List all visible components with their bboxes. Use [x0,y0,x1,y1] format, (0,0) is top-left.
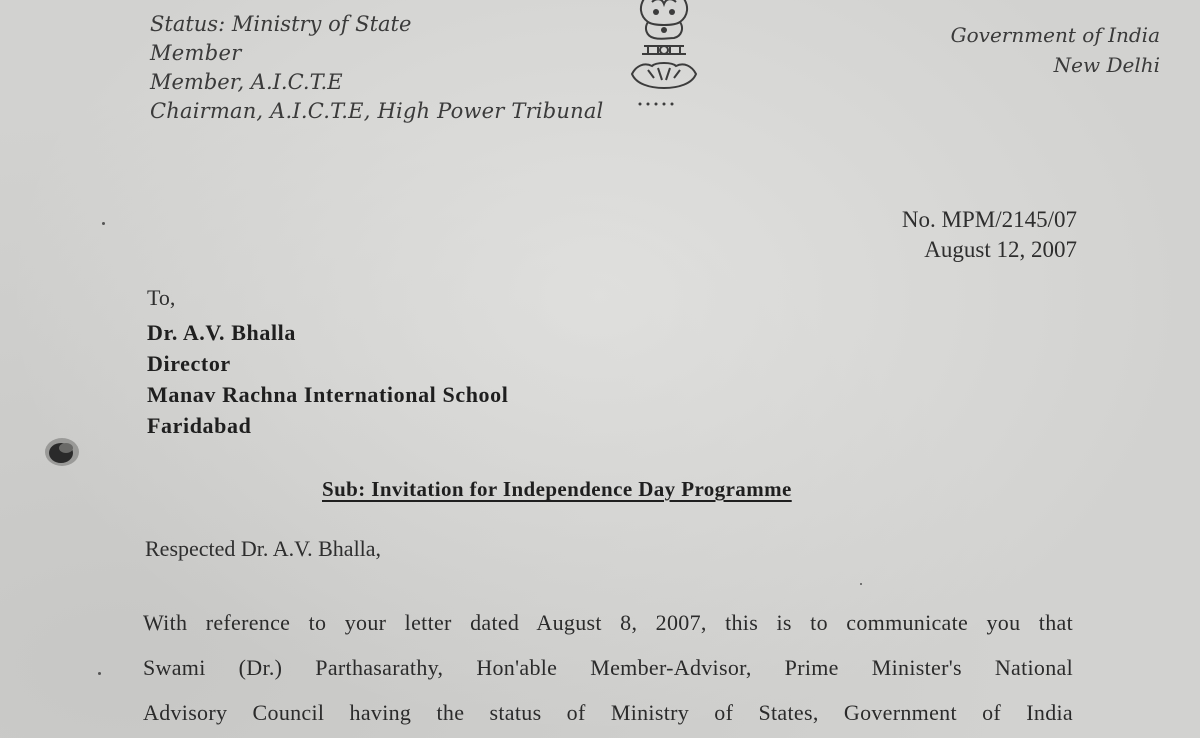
punch-hole-icon [42,434,86,470]
to-label: To, [147,285,176,310]
recipient-organization: Manav Rachna International School [147,382,509,407]
body-line: Swami (Dr.) Parthasarathy, Hon'able Member-Advisor, Prime Minister's National [143,655,1073,680]
salutation: Respected Dr. A.V. Bhalla, [145,536,382,561]
letterhead-member: Member [150,41,242,65]
letterhead-government: Government of India [950,23,1160,47]
body-line: Advisory Council having the status of Ministry of States, Government of India [143,700,1073,725]
recipient-city: Faridabad [147,413,252,438]
recipient-address [147,317,508,441]
body-paragraph [143,600,1073,735]
recipient-name: Dr. A.V. Bhalla [147,320,296,345]
reference-block [902,205,1077,265]
subject-line: Sub: Invitation for Independence Day Programme [322,477,792,501]
letterhead-status: Status: Ministry of State [150,12,412,36]
letterhead-city: New Delhi [1053,53,1160,77]
paper-speck [860,583,862,585]
letterhead-left [150,0,603,126]
paper-speck [102,222,105,225]
letterhead-chairman: Chairman, A.I.C.T.E, High Power Tribunal [150,99,604,123]
recipient-title: Director [147,351,231,376]
paper-speck [98,672,101,675]
body-line: With reference to your letter dated August 8, 2007, this is to communicate you that [143,610,1073,635]
reference-number: No. MPM/2145/07 [901,207,1077,232]
letterhead-member-aicte: Member, A.I.C.T.E [150,70,343,94]
national-emblem-icon [618,0,710,112]
letterhead-right [951,0,1160,80]
letter-date: August 12, 2007 [924,237,1077,262]
